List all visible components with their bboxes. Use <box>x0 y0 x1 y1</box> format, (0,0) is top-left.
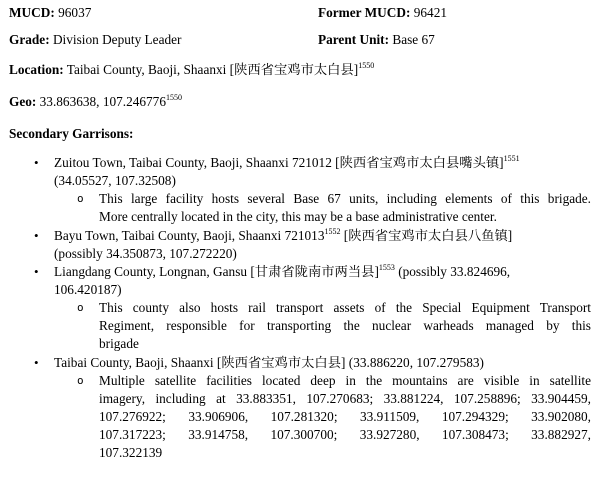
geo-line <box>9 93 182 111</box>
sub-list <box>54 372 592 462</box>
bullet-icon: • <box>34 264 39 279</box>
footnote-ref[interactable]: 1553 <box>378 262 395 272</box>
garrison-location: Bayu Town, Taibai County, Baoji, Shaanxi $721013^{1552}$ [陕西省宝鸡市太白县八鱼镇] <box>54 226 513 243</box>
bullet-icon: • <box>34 228 39 243</box>
location-value: Taibai County, Baoji, Shaanxi [陕西省宝鸡市太白县] <box>63 62 359 77</box>
garrison-coords: (possibly 34.350873, 107.272220) <box>54 246 237 261</box>
footnote-ref[interactable]: 1551 <box>503 153 520 163</box>
geo-footnote-ref[interactable]: 1550 <box>165 92 182 102</box>
list-item <box>34 354 592 372</box>
garrison-list <box>0 154 609 462</box>
bullet-icon: • <box>34 355 39 370</box>
former-mucd-label: Former MUCD: <box>318 5 411 20</box>
sub-bullet-icon: o <box>77 374 84 387</box>
location-line <box>9 61 374 79</box>
garrison-location: Liangdang County, Longnan, Gansu [甘肃省陇南市两当县]$^{1553}$ (possibly 33.824696, <box>54 262 511 279</box>
list-item <box>34 226 592 263</box>
garrison-location: Zuitou Town, Taibai County, Baoji, Shaanxi 721012 [陕西省宝鸡市太白县嘴头镇]$^{1551}$ <box>54 153 520 170</box>
mucd-line <box>9 4 91 22</box>
grade-value: Division Deputy Leader <box>49 32 182 47</box>
parent-unit-value: Base 67 <box>389 32 435 47</box>
sub-list <box>54 299 592 353</box>
footnote-ref[interactable]: 1552 <box>324 226 341 236</box>
sub-bullet-icon: o <box>77 192 84 205</box>
grade-label: Grade: <box>9 32 50 47</box>
bullet-icon: • <box>34 155 39 170</box>
garrison-location: Taibai County, Baoji, Shaanxi [陕西省宝鸡市太白县] (33.886220, 107.279583) <box>54 355 484 370</box>
geo-value: 33.863638, 107.246776 <box>36 94 166 109</box>
mucd-value: 96037 <box>54 5 92 20</box>
parent-unit-line <box>318 31 435 49</box>
location-footnote-ref[interactable]: 1550 <box>358 60 375 70</box>
garrison-coords: (34.05527, 107.32508) <box>54 173 176 188</box>
sub-list-item: o This large facility hosts several Base 67 units, including elements of this brigade. More centrally located in the city, this may be a base administrative center. <box>77 191 591 224</box>
parent-unit-label: Parent Unit: <box>318 32 390 47</box>
sub-list <box>54 190 592 226</box>
grade-line <box>9 31 181 49</box>
list-item <box>34 153 592 190</box>
secondary-garrisons-heading: Secondary Garrisons: <box>9 126 134 141</box>
location-label: Location: <box>9 62 64 77</box>
sub-list-item: o Multiple satellite facilities located deep in the mountains are visible in satellite imagery, including at 33.883351, 107.270683; 33.881224, 107.258896; 33.904459, 107.276922; 33.906906, 107.281320; 33.911509, 107.294329; 33.902080, 107.317223; 33.914758, 107.300700; 33.927280, 107.308473; 33.882927, 107.322139 <box>77 373 591 460</box>
geo-label: Geo: <box>9 94 37 109</box>
sub-list-item: o This county also hosts rail transport assets of the Special Equipment Transport Regiment, responsible for transporting the nuclear warheads managed by this brigade <box>77 300 591 351</box>
list-item <box>34 262 592 299</box>
former-mucd-line <box>318 4 447 22</box>
sub-bullet-icon: o <box>77 301 84 314</box>
mucd-label: MUCD: <box>9 5 55 20</box>
former-mucd-value: 96421 <box>410 5 448 20</box>
garrison-coords: 106.420187) <box>54 282 122 297</box>
